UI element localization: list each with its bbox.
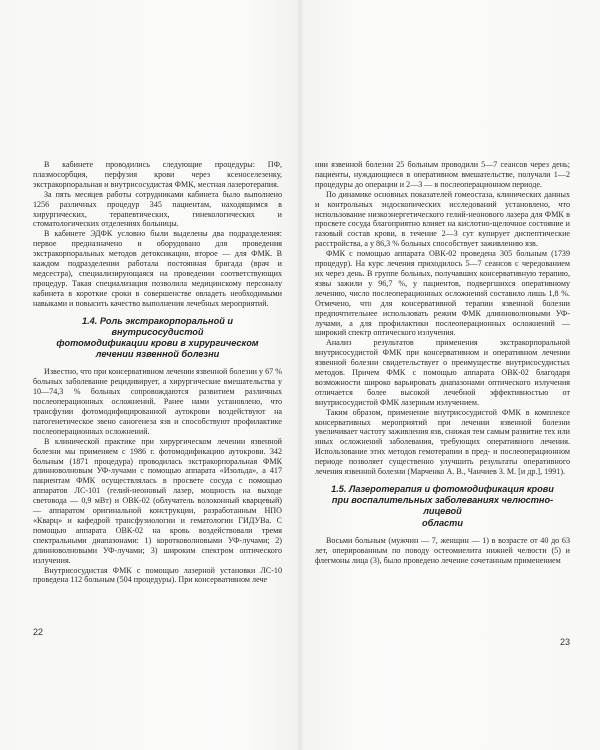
- right-paragraph: По динамике основных показателей гомеостаза, клинических данных и контрольных эндоскопических исследований установлено, что использование низкоэнергетического гелий-неонового лазера для ФМК в просвете сосуда благоприятно влияет на кислотно-щелочное состояние и газовый состав крови, в течение 2—3 сут купирует диспептические расстройства, а у 86,3 % больных способствует заживлению язв.: [315, 189, 570, 249]
- left-paragraph: Внутрисосудистая ФМК с помощью лазерной установки ЛС-10 проведена 112 больным (504 процедуры). При консервативном лече: [33, 565, 282, 585]
- page-number-right: 23: [560, 637, 571, 647]
- right-paragraph: ФМК с помощью аппарата ОВК-02 проведена 305 больным (1739 процедур). На курс лечения приходилось 5—7 сеансов с чередованием их через день. В группе больных, получавших консервативную терапию, язвы зажили у 96,7 %, у пациентов, подвергшихся оперативному лечению, число послеоперационных осложнений составило лишь 1,8 %. Отмечено, что для консервативной терапии язвенной болезни предпочтительнее использовать режим ФМК длинноволновыми УФ-лучами, а для профилактики послеоперационных осложнений — широкий спектр оптического излучения.: [315, 249, 570, 338]
- heading-line: области: [422, 517, 463, 528]
- right-paragraph: Восьми больным (мужчин — 7, женщин — 1) в возрасте от 40 до 63 лет, оперированным по поводу остеомиелита нижней челюсти (5) и флегмоны лица (3), было проведено лечение сочетанным применением: [315, 535, 570, 565]
- right-paragraph: нии язвенной болезни 25 больным проводили 5—7 сеансов через день; пациенты, нуждающиеся в оперативном вмешательстве, получали 1—2 процедуры до операции и 2—3 — в послеоперационном периоде.: [315, 160, 570, 189]
- left-intro-paragraphs: [33, 160, 282, 309]
- heading-line: 1.5. Лазеротерапия и фотомодификация крови: [331, 484, 554, 494]
- left-paragraph: За пять месяцев работы сотрудниками кабинета было выполнено 1256 различных процедур 345 пациентам, находящимся в хирургических, терапевтических, гинекологических и стоматологических отделениях больницы.: [33, 189, 282, 229]
- right-body-paragraphs: [315, 536, 570, 566]
- left-body-paragraphs: [33, 367, 282, 585]
- page-number-left: 22: [33, 627, 44, 637]
- left-text-column: [33, 160, 282, 585]
- heading-line: при воспалительных заболеваниях челюстно-лицевой: [331, 495, 554, 517]
- section-heading-1-5: [321, 484, 564, 529]
- left-paragraph: В кабинете ЭДФК условно были выделены два подразделения: первое предназначено и оборудовано для проведения экстракорпоральных методов детоксикации, второе — для ФМК. В каждом подразделении работала постоянная бригада (врач и медсестра), специализирующаяся на проведении соответствующих процедур. Такая специализация позволила медицинскому персоналу кабинета в короткие сроки в совершенстве овладеть необходимыми навыками и повысить качество выполнения лечебных мероприятий.: [33, 229, 282, 308]
- right-page: [300, 0, 600, 750]
- left-paragraph: В клинической практике при хирургическом лечении язвенной болезни мы применяем с 1986 г. фотомодификацию аутокрови. 342 больным (1871 процедура) проводилась экстракорпоральная ФМК длинноволновым УФ-лучами с помощью аппарата «Изольда», а 417 пациентам ФМК осуществлялась в просвете сосуда с помощью аппаратов ЛС-101 (гелий-неоновый лазер, мощность на выходе световода — 0,9 мВт) и ОВК-02 (облучатель волоконный кварцевый) — аппаратом оригинальной конструкции, разработанным НПО «Кварц» и кафедрой трансфузиологии и гематологии ГИДУВа. С помощью аппарата ОВК-02 на кровь воздействовали тремя спектральными диапазонами: 1) коротковолновыми УФ-лучами; 2) длинноволновыми УФ-лучами; 3) широким спектром оптического излучения.: [33, 436, 282, 565]
- section-heading-1-4: [39, 316, 276, 361]
- right-text-column: [315, 160, 570, 566]
- left-paragraph: Известно, что при консервативном лечении язвенной болезни у 67 % больных заболевание рецидивирует, а хирургические вмешательства у 10—74,3 % больных сопровождаются развитием различных послеоперационных осложнений. Ранее нами установлено, что трансфузии фотомодифицированной аутокрови воздействуют на патогенетическое звено саногенеза язв и способствуют профилактике послеоперационных осложнений.: [33, 367, 282, 436]
- heading-line: лечении язвенной болезни: [95, 349, 220, 360]
- heading-line: фотомодификации крови в хирургическом: [56, 338, 259, 348]
- right-paragraph: Таким образом, применение внутрисосудистой ФМК в комплексе консервативных мероприятий при лечении язвенной болезни увеличивает частоту заживления язв, снижая тем самым развитие тех или иных осложнений заболевания, требующих оперативного лечения. Использование этих методов гемотерапии в пред- и послеоперационном периоде позволяет существенно улучшить результаты оперативного лечения язвенной болезни (Марченко А. В., Чанчиев З. М. [и др.], 1991).: [315, 407, 570, 477]
- right-paragraph: Анализ результатов применения экстракорпоральной внутрисосудистой ФМК при консервативном и оперативном лечении язвенной болезни свидетельствует о преимуществе внутрисосудистых методов. Причем ФМК с помощью аппарата ОВК-02 благодаря возможности широко варьировать диапазонами оптического излучения отличается более высокой лечебной эффективностью от внутрисосудистой ФМК лазерным излучением.: [315, 338, 570, 407]
- left-paragraph: В кабинете проводились следующие процедуры: ПФ, плазмосорбция, перфузия крови через ксеноселезенку, экстракорпоральная и внутрисосудистая ФМК, местная лазеротерапия.: [33, 160, 282, 189]
- heading-line: 1.4. Роль экстракорпоральной и внутрисосудистой: [82, 315, 233, 337]
- right-intro-paragraphs: [315, 160, 570, 477]
